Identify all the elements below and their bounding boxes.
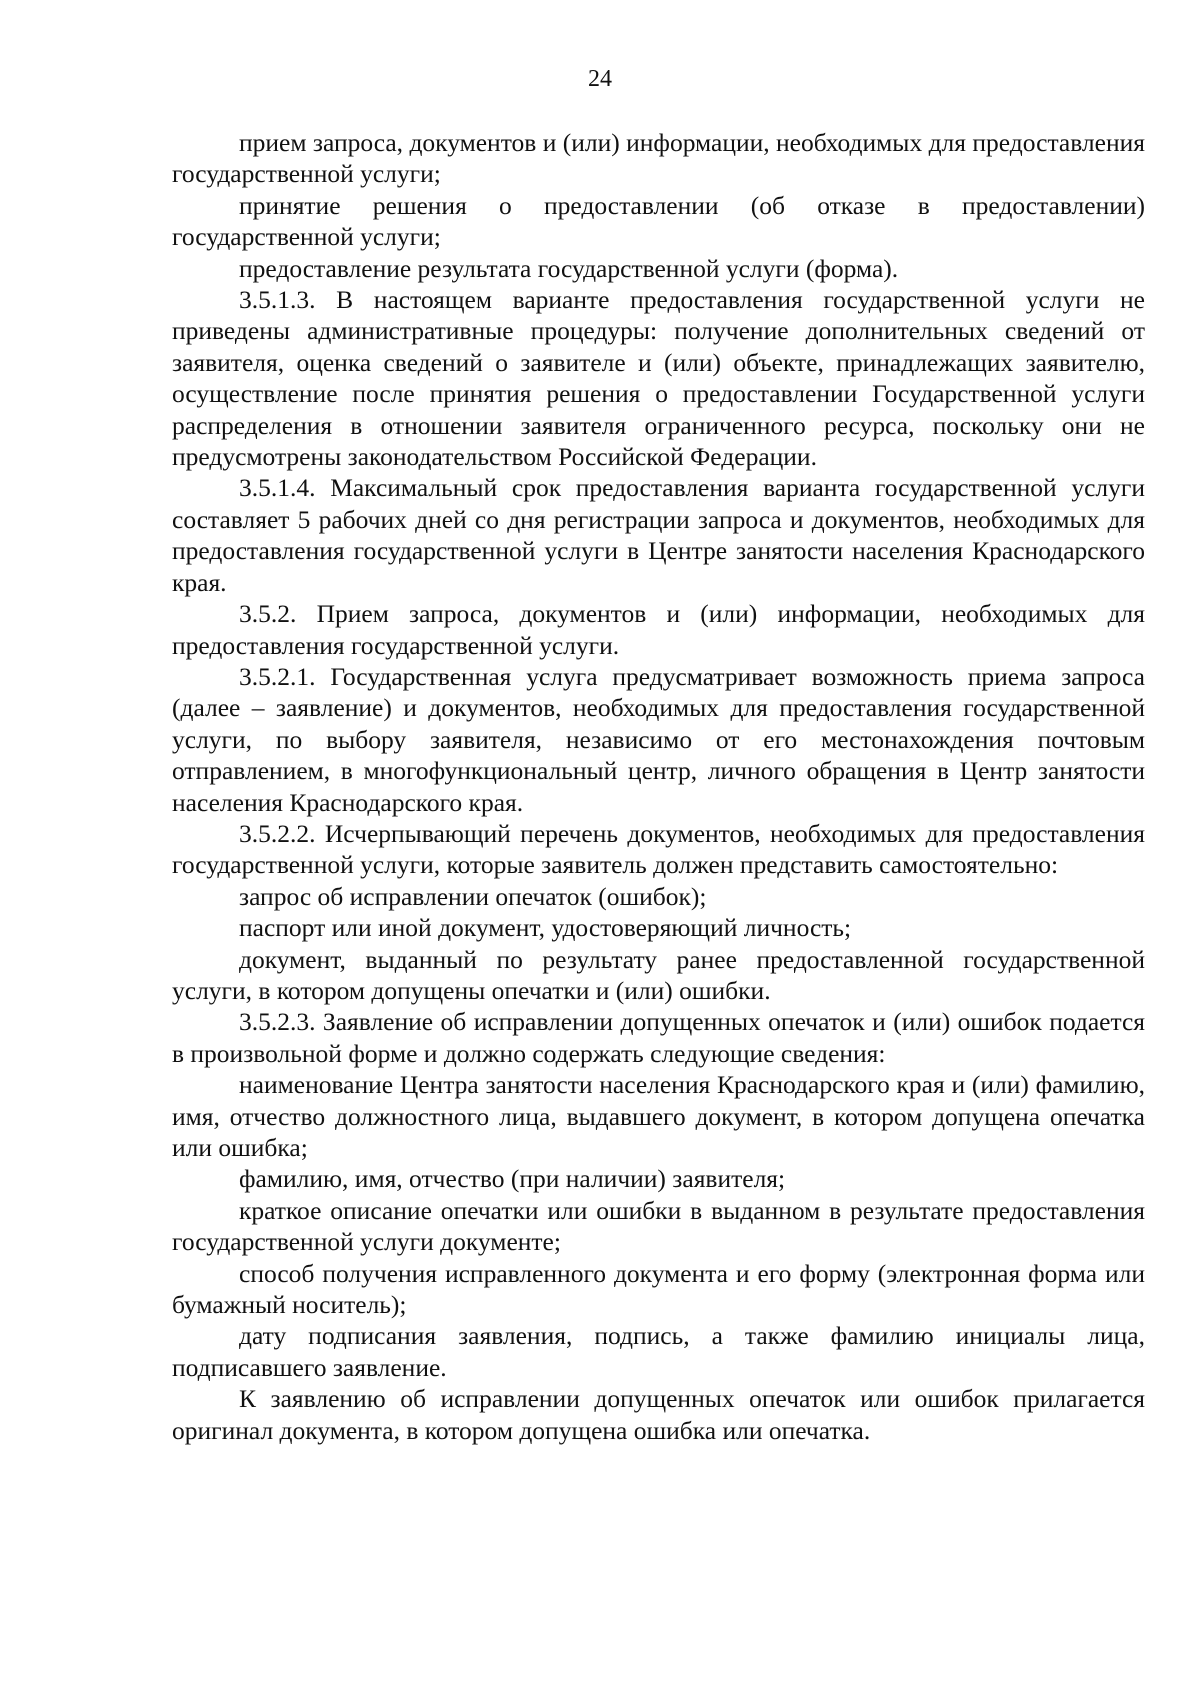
paragraph: К заявлению об исправлении допущенных опечаток или ошибок прилагается оригинал документа, в котором допущена ошибка или опечатка.	[172, 1384, 1145, 1445]
page-number: 24	[588, 66, 612, 92]
paragraph: паспорт или иной документ, удостоверяющий личность;	[239, 913, 852, 943]
paragraph: дату подписания заявления, подпись, а также фамилию инициалы лица, подписавшего заявление.	[172, 1321, 1145, 1382]
paragraph: предоставление результата государственной услуги (форма).	[239, 253, 899, 283]
paragraph: 3.5.2.3. Заявление об исправлении допущенных опечаток и (или) ошибок подается в произвольной форме и должно содержать следующие сведения:	[172, 1007, 1145, 1068]
paragraph: фамилию, имя, отчество (при наличии) заявителя;	[239, 1164, 786, 1194]
paragraph: краткое описание опечатки или ошибки в выданном в результате предоставления государственной услуги документе;	[172, 1195, 1145, 1257]
paragraph: наименование Центра занятости населения Краснодарского края и (или) фамилию, имя, отчество должностного лица, выдавшего документ, в котором допущена опечатка или ошибка;	[172, 1070, 1145, 1162]
paragraph: документ, выданный по результату ранее предоставленной государственной услуги, в котором допущены опечатки и (или) ошибки.	[172, 944, 1145, 1005]
paragraph: 3.5.2.2. Исчерпывающий перечень документов, необходимых для предоставления государственной услуги, которые заявитель должен представить самостоятельно:	[172, 818, 1145, 880]
paragraph: способ получения исправленного документа и его форму (электронная форма или бумажный носитель);	[172, 1258, 1145, 1320]
paragraph: запрос об исправлении опечаток (ошибок);	[239, 881, 707, 911]
paragraph: прием запроса, документов и (или) информации, необходимых для предоставления государственной услуги;	[172, 128, 1145, 189]
paragraph: принятие решения о предоставлении (об отказе в предоставлении) государственной услуги;	[172, 190, 1145, 252]
paragraph: 3.5.2.1. Государственная услуга предусматривает возможность приема запроса (далее – заявление) и документов, необходимых для предоставления государственной услуги, по выбору заявителя, независимо от его местонахождения почтовым отправлением, в многофункциональный центр, личного обращения в Центр занятости населения Краснодарского края.	[172, 661, 1145, 817]
paragraph: 3.5.1.3. В настоящем варианте предоставления государственной услуги не приведены административные процедуры: получение дополнительных сведений от заявителя, оценка сведений о заявителе и (или) объекте, принадлежащих заявителю, осуществление после принятия решения о предоставлении Государственной услуги распределения в отношении заявителя ограниченного ресурса, поскольку они не предусмотрены законодательством Российской Федерации.	[172, 285, 1145, 472]
paragraph: 3.5.1.4. Максимальный срок предоставления варианта государственной услуги составляет 5 рабочих дней со дня регистрации запроса и документов, необходимых для предоставления государственной услуги в Центре занятости населения Краснодарского края.	[172, 473, 1145, 597]
paragraph: 3.5.2. Прием запроса, документов и (или) информации, необходимых для предоставления государственной услуги.	[172, 599, 1145, 660]
document-body	[172, 127, 1145, 1446]
